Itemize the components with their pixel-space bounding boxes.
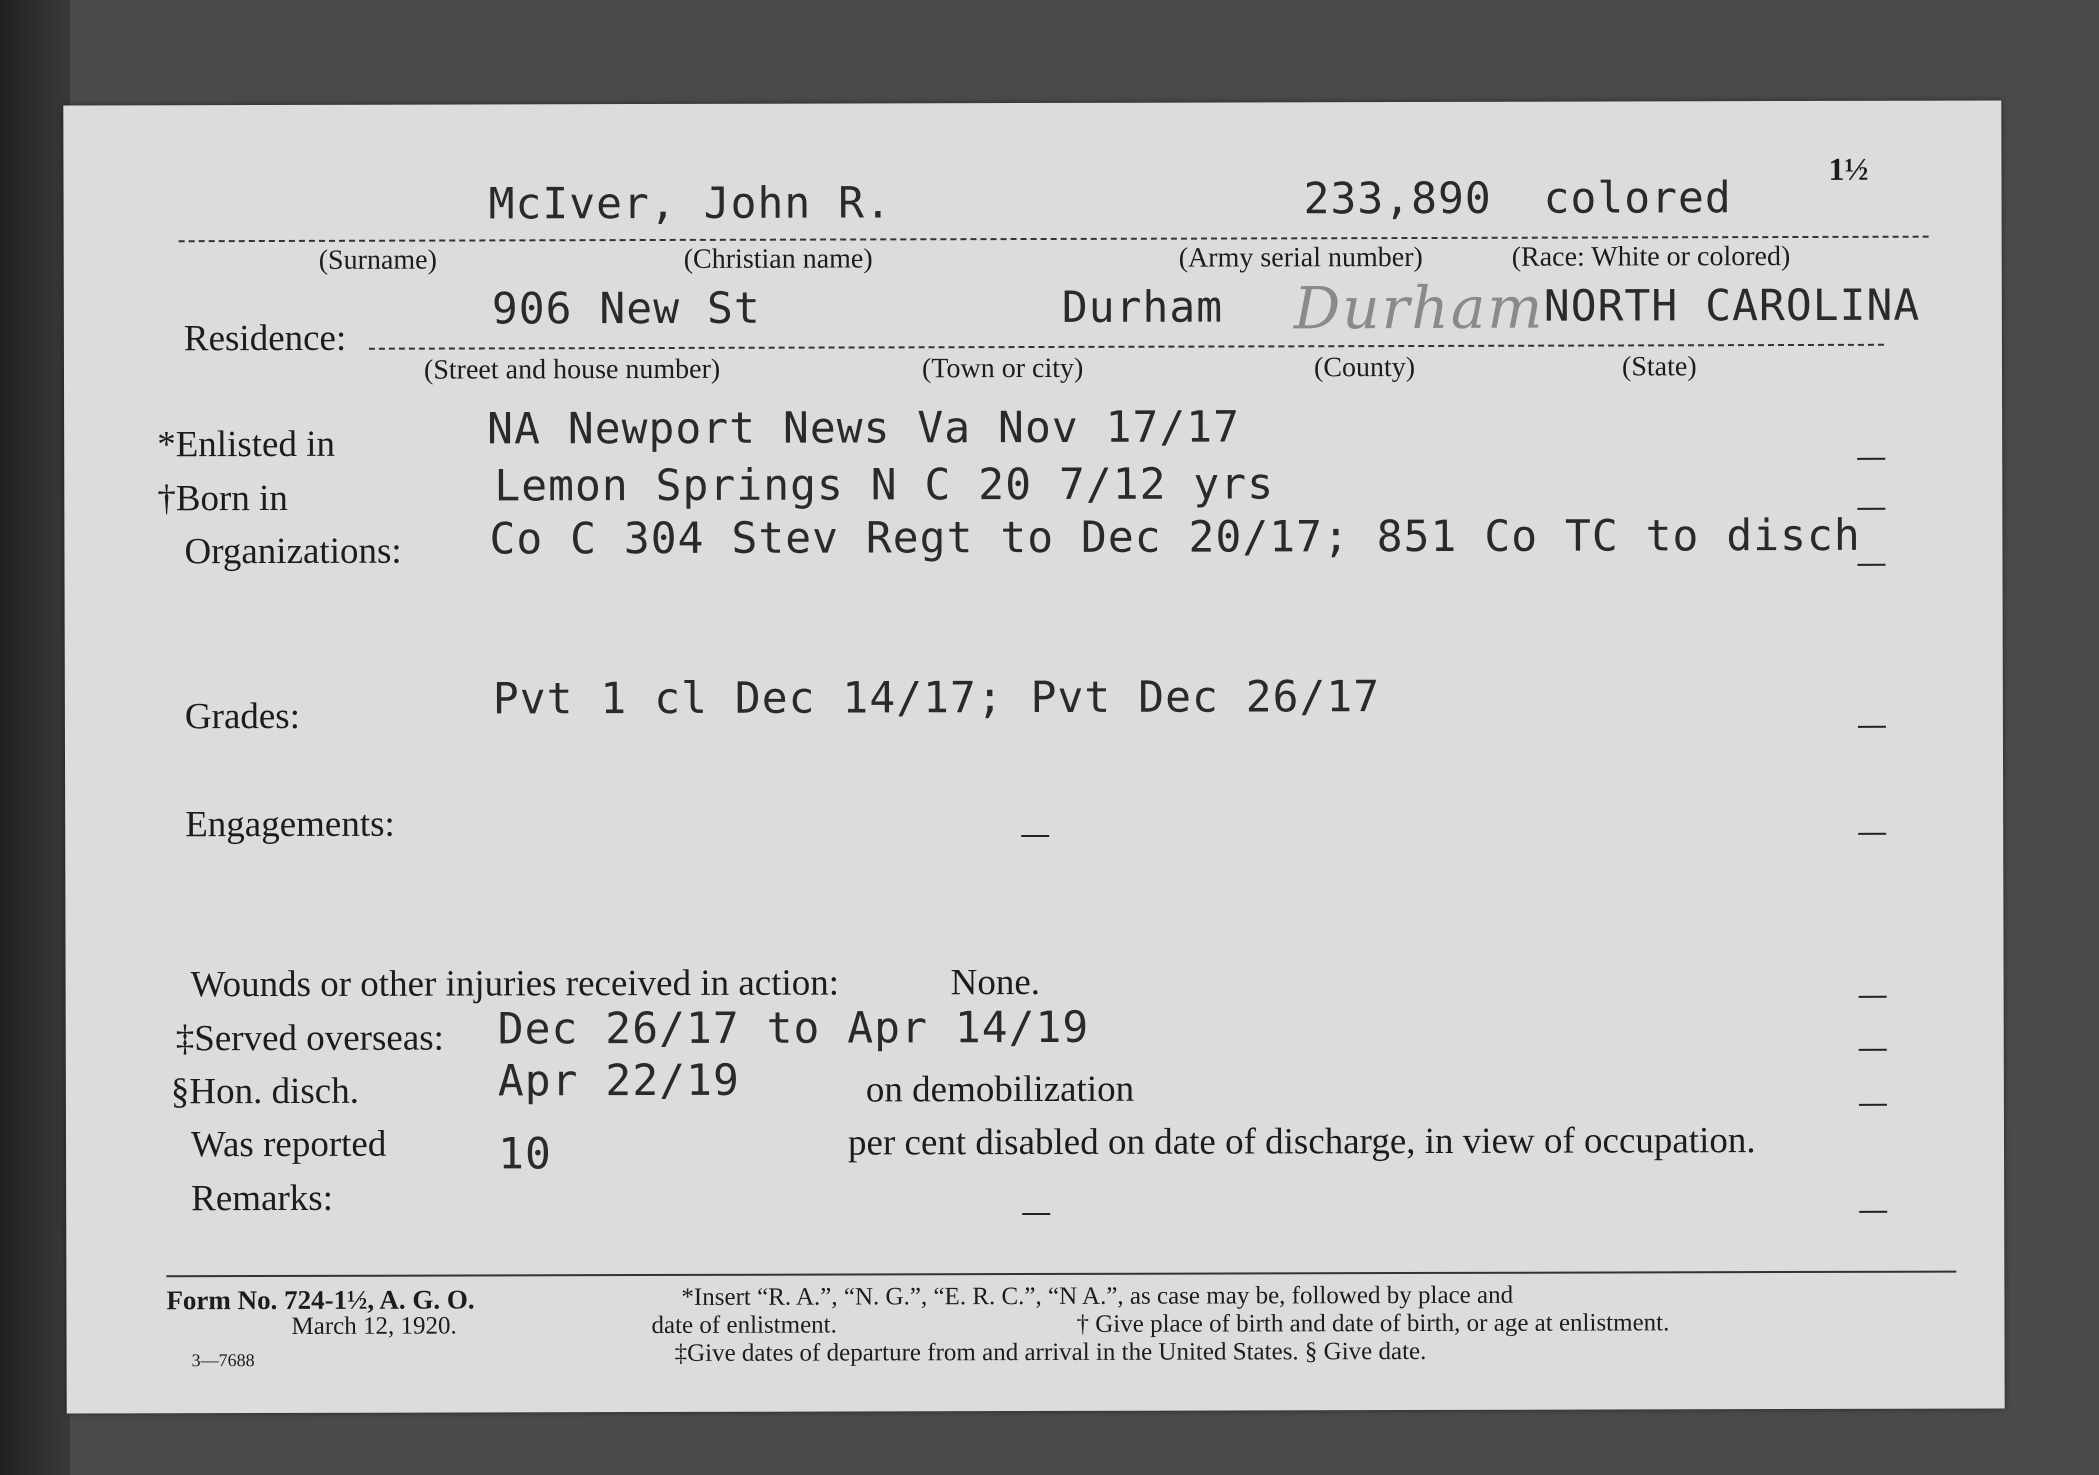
- footer-note-birth: † Give place of birth and date of birth, or age at enlistment.: [1076, 1309, 1670, 1338]
- born-label: †Born in: [157, 477, 288, 520]
- margin-tick: [1857, 564, 1885, 566]
- reported-value: 10: [497, 1129, 552, 1180]
- margin-tick: [1857, 508, 1885, 510]
- margin-tick: [1858, 726, 1886, 728]
- state-caption: (State): [1621, 351, 1697, 383]
- enlisted-label: *Enlisted in: [157, 423, 336, 466]
- service-record-card: [63, 100, 2004, 1413]
- organizations-label: Organizations:: [184, 530, 402, 573]
- born-value: Lemon Springs N C 20 7/12 yrs: [494, 459, 1275, 512]
- county-handwritten: Durham: [1293, 273, 1545, 343]
- state-value: NORTH CAROLINA: [1543, 280, 1921, 332]
- enlisted-value: NA Newport News Va Nov 17/17: [487, 402, 1241, 455]
- residence-label: Residence:: [183, 317, 347, 360]
- christian-name-caption: (Christian name): [683, 243, 873, 275]
- organizations-value: Co C 304 Stev Regt to Dec 20/17; 851 Co TC to disch: [489, 510, 1861, 565]
- discharge-note: on demobilization: [865, 1068, 1135, 1111]
- wounds-value: None.: [950, 961, 1041, 1004]
- grades-label: Grades:: [184, 695, 301, 738]
- surname-caption: (Surname): [318, 244, 437, 276]
- race-caption: (Race: White or colored): [1511, 241, 1791, 273]
- reported-note: per cent disabled on date of discharge, in view of occupation.: [847, 1120, 1756, 1164]
- overseas-label: ‡Served overseas:: [175, 1017, 444, 1060]
- margin-tick: [1857, 458, 1885, 460]
- footer-note-enlistment: *Insert “R. A.”, “N. G.”, “E. R. C.”, “N A.”, as case may be, followed by place and: [681, 1281, 1514, 1311]
- county-caption: (County): [1313, 352, 1416, 384]
- discharge-value: Apr 22/19: [497, 1055, 740, 1107]
- margin-tick: [1859, 996, 1887, 998]
- residence-rule: [369, 344, 1884, 350]
- town-value: Durham: [1061, 282, 1224, 333]
- discharge-label: §Hon. disch.: [170, 1070, 360, 1113]
- form-date: March 12, 1920.: [291, 1312, 457, 1340]
- center-tick: [1021, 835, 1049, 837]
- street-value: 906 New St: [491, 283, 761, 335]
- footer-note-enlistment-date: date of enlistment.: [651, 1311, 837, 1340]
- margin-tick: [1859, 1104, 1887, 1106]
- center-tick: [1022, 1213, 1050, 1215]
- reported-label: Was reported: [190, 1123, 387, 1166]
- form-number: Form No. 724-1½, A. G. O.: [166, 1284, 475, 1316]
- print-code: 3—7688: [191, 1350, 255, 1371]
- margin-tick: [1859, 1211, 1887, 1213]
- race-value: colored: [1543, 173, 1732, 224]
- grades-value: Pvt 1 cl Dec 14/17; Pvt Dec 26/17: [492, 672, 1381, 725]
- town-caption: (Town or city): [921, 352, 1084, 385]
- street-caption: (Street and house number): [423, 353, 721, 386]
- margin-tick: [1859, 1049, 1887, 1051]
- footer-note-overseas: ‡Give dates of departure from and arrival in the United States. § Give date.: [674, 1337, 1427, 1367]
- wounds-label: Wounds or other injuries received in action:: [190, 962, 840, 1006]
- footer-rule: [166, 1271, 1956, 1278]
- corner-mark: 1½: [1828, 150, 1869, 187]
- remarks-label: Remarks:: [191, 1177, 334, 1220]
- overseas-value: Dec 26/17 to Apr 14/19: [497, 1002, 1090, 1055]
- engagements-label: Engagements:: [185, 803, 395, 846]
- dark-background-edge: [0, 0, 70, 1475]
- surname-value: McIver, John R.: [488, 178, 892, 230]
- serial-number-caption: (Army serial number): [1178, 241, 1423, 274]
- serial-number-value: 233,890: [1303, 173, 1492, 225]
- margin-tick: [1858, 833, 1886, 835]
